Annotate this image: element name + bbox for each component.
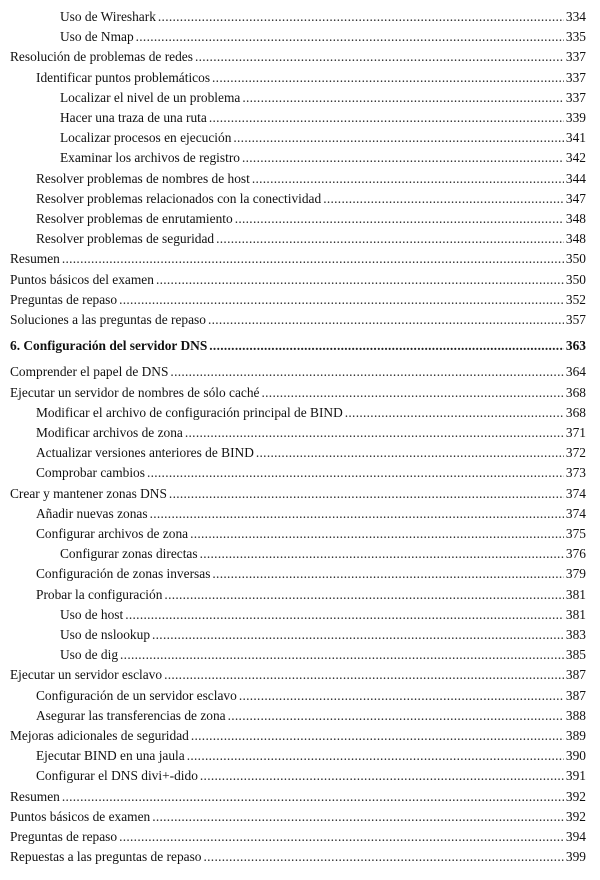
toc-page-number: 337 xyxy=(565,49,586,65)
toc-entry xyxy=(10,666,586,684)
toc-page-number: 381 xyxy=(565,586,586,602)
toc-entry xyxy=(36,210,586,228)
toc-entry-title: Resumen xyxy=(10,251,60,267)
toc-entry xyxy=(36,190,586,208)
toc-chapter-heading xyxy=(10,337,586,355)
toc-entry-title: Identificar puntos problemáticos xyxy=(36,69,211,85)
toc-dot-leader xyxy=(156,271,564,289)
toc-dot-leader xyxy=(158,8,564,26)
toc-entry-title: Uso de host xyxy=(60,606,124,622)
toc-page-number: 339 xyxy=(565,110,586,125)
toc-page-number: 348 xyxy=(565,231,586,247)
toc-page-number: 392 xyxy=(565,788,586,804)
toc-entry xyxy=(36,707,586,725)
toc-dot-leader xyxy=(262,384,564,402)
toc-dot-leader xyxy=(164,586,563,604)
toc-dot-leader xyxy=(164,666,564,684)
toc-entry xyxy=(36,505,586,523)
toc-dot-leader xyxy=(216,230,564,248)
toc-dot-leader xyxy=(208,311,564,329)
toc-entry-title: Ejecutar BIND en una jaula xyxy=(36,748,185,764)
toc-entry xyxy=(10,808,586,826)
toc-page-number: 350 xyxy=(565,271,586,287)
toc-page-number: 388 xyxy=(565,707,586,723)
toc-entry-title: Uso de dig xyxy=(60,647,119,663)
toc-entry-title: Localizar procesos en ejecución xyxy=(60,130,232,146)
toc-page-number: 350 xyxy=(565,251,586,267)
toc-entry-title: Resolver problemas de nombres de host xyxy=(36,170,250,186)
toc-entry-title: Modificar el archivo de configuración principal de BIND xyxy=(36,404,343,420)
toc-entry-title: Configuración de un servidor esclavo xyxy=(36,687,237,703)
toc-entry-title: Localizar el nivel de un problema xyxy=(60,89,241,105)
toc-entry-title: Ejecutar un servidor esclavo xyxy=(10,667,163,683)
toc-dot-leader xyxy=(170,363,563,381)
toc-entry-title: Configurar zonas directas xyxy=(60,546,198,562)
toc-dot-leader xyxy=(147,464,564,482)
toc-page-number: 372 xyxy=(565,445,586,461)
toc-entry xyxy=(60,89,586,107)
toc-page-number: 387 xyxy=(565,667,586,683)
toc-page-number: 368 xyxy=(565,384,586,400)
toc-dot-leader xyxy=(120,646,564,664)
toc-entry-title: Puntos básicos de examen xyxy=(10,808,151,824)
toc-dot-leader xyxy=(204,848,564,866)
toc-entry xyxy=(36,687,586,705)
toc-entry-title: Resolución de problemas de redes xyxy=(10,49,193,65)
toc-entry-title: Preguntas de repaso xyxy=(10,291,118,307)
toc-entry-title: Hacer una traza de una ruta xyxy=(60,110,207,125)
toc-page-number: 376 xyxy=(565,546,586,562)
toc-entry xyxy=(10,48,586,66)
toc-dot-leader xyxy=(62,788,564,806)
toc-entry-title: Ejecutar un servidor de nombres de sólo caché xyxy=(10,384,260,400)
toc-entry-title: Resolver problemas de enrutamiento xyxy=(36,211,233,226)
toc-dot-leader xyxy=(187,747,564,765)
toc-dot-leader xyxy=(233,129,564,147)
toc-page-number: 391 xyxy=(565,768,586,784)
toc-entry-title: Repuestas a las preguntas de repaso xyxy=(10,849,202,865)
toc-entry xyxy=(10,250,586,268)
toc-entry xyxy=(60,129,586,147)
toc-entry-title: Uso de nslookup xyxy=(60,627,151,642)
toc-page-number: 383 xyxy=(565,627,586,642)
toc-dot-leader xyxy=(242,89,564,107)
toc-dot-leader xyxy=(152,808,564,826)
toc-page-number: 342 xyxy=(565,150,586,166)
toc-page-number: 337 xyxy=(565,89,586,105)
toc-dot-leader xyxy=(252,170,564,188)
toc-entry xyxy=(10,271,586,289)
toc-entry xyxy=(60,28,586,46)
toc-entry-title: Resumen xyxy=(10,788,60,804)
toc-entry xyxy=(36,230,586,248)
toc-entry xyxy=(36,69,586,87)
toc-entry xyxy=(10,363,586,381)
toc-entry-title: Resolver problemas de seguridad xyxy=(36,231,215,247)
toc-dot-leader xyxy=(209,337,564,355)
toc-entry xyxy=(36,170,586,188)
toc-entry xyxy=(36,767,586,785)
toc-entry-title: Probar la configuración xyxy=(36,586,163,602)
toc-dot-leader xyxy=(119,291,564,309)
toc-dot-leader xyxy=(185,424,564,442)
toc-dot-leader xyxy=(119,828,564,846)
toc-entry xyxy=(60,646,586,664)
toc-entry-title: Resolver problemas relacionados con la conectividad xyxy=(36,190,322,206)
toc-entry-title: Comprobar cambios xyxy=(36,465,145,481)
toc-dot-leader xyxy=(228,707,564,725)
toc-entry xyxy=(10,291,586,309)
toc-page-number: 392 xyxy=(565,808,586,824)
toc-dot-leader xyxy=(239,687,564,705)
toc-dot-leader xyxy=(136,28,564,46)
toc-page-number: 364 xyxy=(565,364,586,380)
toc-page-number: 394 xyxy=(565,829,586,844)
toc-dot-leader xyxy=(62,250,564,268)
toc-page-number: 344 xyxy=(565,170,586,186)
toc-entry-title: Preguntas de repaso xyxy=(10,829,118,844)
toc-entry-title: Comprender el papel de DNS xyxy=(10,364,169,380)
toc-page-number: 335 xyxy=(565,29,586,45)
toc-page-number: 374 xyxy=(565,505,586,521)
toc-entry-title: Puntos básicos del examen xyxy=(10,271,154,287)
toc-page-number: 348 xyxy=(565,211,586,226)
toc-entry-title: Actualizar versiones anteriores de BIND xyxy=(36,445,254,461)
toc-entry-title: Crear y mantener zonas DNS xyxy=(10,485,167,501)
toc-dot-leader xyxy=(212,565,564,583)
toc-entry-title: Mejoras adicionales de seguridad xyxy=(10,728,189,743)
toc-dot-leader xyxy=(209,109,564,127)
toc-page-number: 352 xyxy=(565,291,586,307)
toc-dot-leader xyxy=(125,606,564,624)
toc-dot-leader xyxy=(212,69,564,87)
toc-entry-title: Soluciones a las preguntas de repaso xyxy=(10,312,206,327)
toc-page-number: 375 xyxy=(565,526,586,541)
toc-dot-leader xyxy=(190,525,564,543)
toc-entry xyxy=(36,565,586,583)
toc-entry xyxy=(10,828,586,846)
toc-entry-title: Configuración de zonas inversas xyxy=(36,566,211,582)
toc-page-number: 389 xyxy=(565,728,586,743)
toc-entry xyxy=(36,525,586,543)
toc-entry xyxy=(36,404,586,422)
toc-entry xyxy=(36,464,586,482)
toc-dot-leader xyxy=(323,190,564,208)
toc-entry xyxy=(60,626,586,644)
toc-entry xyxy=(60,606,586,624)
toc-dot-leader xyxy=(152,626,564,644)
toc-page-number: 337 xyxy=(565,69,586,85)
toc-entry xyxy=(10,848,586,866)
toc-page-number: 374 xyxy=(565,485,586,501)
toc-entry-title: Modificar archivos de zona xyxy=(36,425,183,440)
toc-page-number: 334 xyxy=(565,9,586,24)
toc-dot-leader xyxy=(235,210,564,228)
toc-entry-title: Configurar el DNS divi+-dido xyxy=(36,768,198,784)
toc-page-number: 381 xyxy=(565,606,586,622)
toc-dot-leader xyxy=(200,767,564,785)
toc-entry xyxy=(10,727,586,745)
toc-page-number: 399 xyxy=(565,849,586,865)
toc-dot-leader xyxy=(169,485,564,503)
toc-entry-title: Asegurar las transferencias de zona xyxy=(36,707,226,723)
toc-entry xyxy=(60,545,586,563)
toc-dot-leader xyxy=(345,404,564,422)
toc-entry-title: Examinar los archivos de registro xyxy=(60,150,240,166)
toc-page-number: 390 xyxy=(565,748,586,764)
toc-page-number: 379 xyxy=(565,566,586,582)
toc-entry xyxy=(10,788,586,806)
toc-page-number: 373 xyxy=(565,465,586,481)
toc-entry xyxy=(60,8,586,26)
toc-entry xyxy=(36,444,586,462)
toc-page-number: 368 xyxy=(565,404,586,420)
toc-entry xyxy=(10,384,586,402)
toc-page-number: 363 xyxy=(565,338,586,354)
toc-entry-title: Añadir nuevas zonas xyxy=(36,505,148,521)
toc-page-number: 387 xyxy=(565,687,586,703)
toc-page-number: 371 xyxy=(565,425,586,440)
toc-entry xyxy=(60,109,586,127)
toc-page-number: 357 xyxy=(565,312,586,327)
toc-entry xyxy=(36,424,586,442)
toc-dot-leader xyxy=(200,545,564,563)
toc-dot-leader xyxy=(150,505,564,523)
toc-dot-leader xyxy=(256,444,564,462)
toc-dot-leader xyxy=(242,149,564,167)
toc-entry-title: Configurar archivos de zona xyxy=(36,526,189,541)
toc-entry xyxy=(36,586,586,604)
toc-entry xyxy=(60,149,586,167)
toc-entry-title: 6. Configuración del servidor DNS xyxy=(10,338,208,354)
toc-entry xyxy=(10,485,586,503)
toc-page-number: 347 xyxy=(565,190,586,206)
toc-entry-title: Uso de Wireshark xyxy=(60,9,156,24)
toc-page-number: 385 xyxy=(565,647,586,663)
toc-page-number: 341 xyxy=(565,130,586,146)
toc-dot-leader xyxy=(195,48,564,66)
toc-entry-title: Uso de Nmap xyxy=(60,29,134,45)
toc-entry xyxy=(10,311,586,329)
toc-entry xyxy=(36,747,586,765)
toc-dot-leader xyxy=(191,727,564,745)
